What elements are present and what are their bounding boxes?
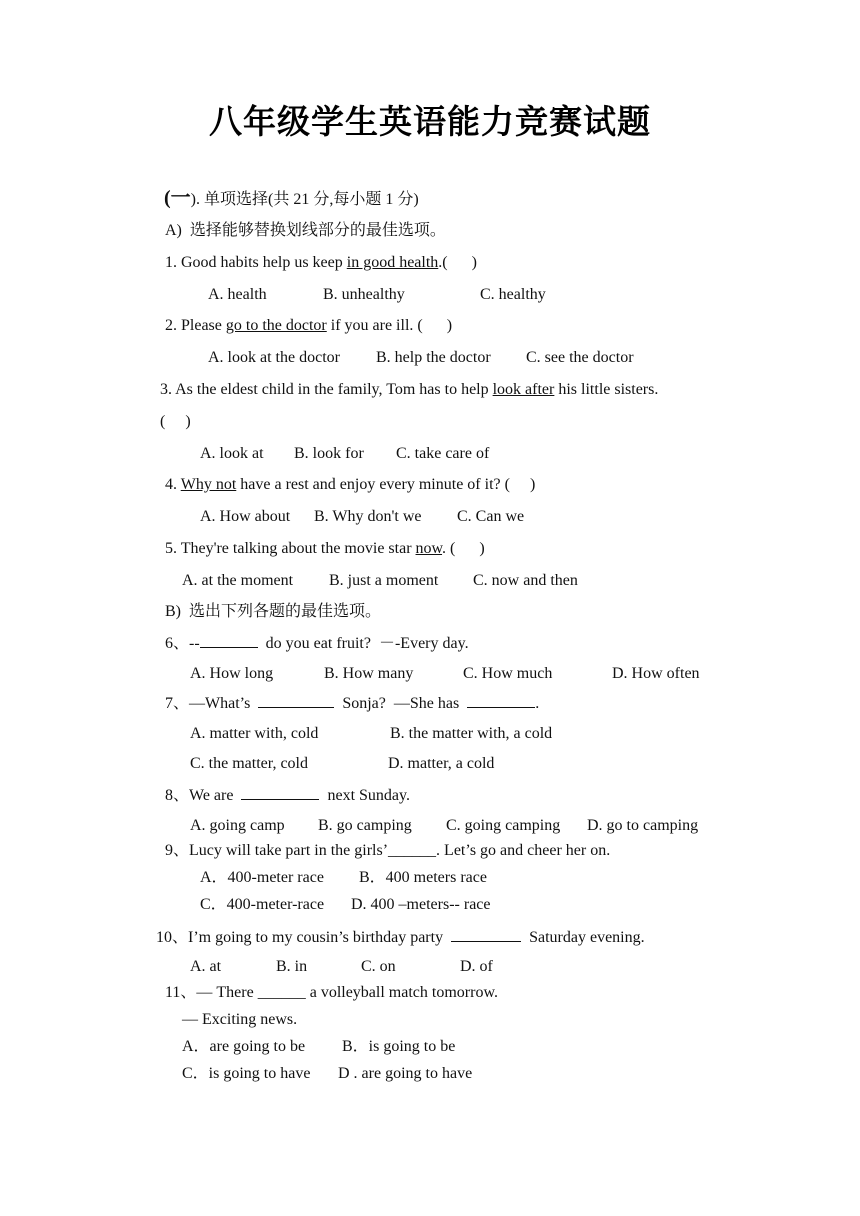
option-b: B．400 meters race	[359, 869, 487, 886]
question-text: have a rest and enjoy every minute of it? ( )	[236, 476, 536, 493]
section-heading-text: ). 单项选择(共 21 分,每小题 1 分)	[190, 191, 419, 208]
option-c: C．400-meter-race	[200, 896, 325, 913]
option-a: A. How long	[190, 665, 274, 682]
option-b: B. How many	[324, 665, 414, 682]
option-a: A. at	[190, 958, 222, 975]
question-text: 2. Please	[165, 317, 226, 334]
question-4	[165, 475, 535, 495]
option-b: B. look for	[294, 445, 364, 462]
option-a: A．400-meter race	[200, 869, 324, 886]
question-text-end: Saturday evening.	[521, 929, 645, 946]
option-a: A．are going to be	[182, 1038, 306, 1055]
option-a: A. How about	[200, 508, 291, 525]
option-b: B．is going to be	[342, 1038, 456, 1055]
option-a: A. matter with, cold	[190, 725, 319, 742]
answer-parens: . ( )	[442, 540, 485, 557]
question-7	[165, 693, 539, 714]
option-c: C. the matter, cold	[190, 755, 308, 772]
answer-parens: if you are ill. ( )	[326, 317, 453, 334]
option-c: C. on	[361, 958, 396, 975]
part-a-instruction: A) 选择能够替换划线部分的最佳选项。	[165, 222, 446, 239]
underlined-phrase: go to the doctor	[225, 317, 327, 334]
question-text-end: next Sunday.	[319, 787, 410, 804]
question-10	[156, 927, 645, 948]
option-c: C. take care of	[396, 445, 490, 462]
option-a: A. health	[208, 286, 267, 303]
question-text: do you eat fruit? －-Every day.	[257, 635, 469, 652]
section-number: (一	[164, 187, 191, 209]
question-2	[165, 316, 452, 336]
option-b: B. go camping	[318, 817, 412, 834]
question-text: 10、I’m going to my cousin’s birthday party	[156, 929, 452, 946]
underlined-phrase: Why not	[180, 476, 237, 493]
underlined-phrase: look after	[492, 381, 555, 398]
answer-parens: .( )	[438, 254, 477, 271]
answer-blank	[258, 693, 334, 708]
question-number: 4.	[165, 476, 181, 493]
question-text: 3. As the eldest child in the family, Tom has to help	[160, 381, 493, 398]
answer-blank	[467, 693, 535, 708]
question-11-reply: — Exciting news.	[182, 1011, 298, 1028]
option-d: D. 400 –meters-- race	[351, 896, 491, 913]
section-heading	[164, 188, 419, 210]
question-5	[165, 539, 485, 559]
option-d: D. of	[460, 958, 493, 975]
question-text-end: his little sisters.	[554, 381, 659, 398]
option-c: C. now and then	[473, 572, 578, 589]
option-c: C．is going to have	[182, 1065, 311, 1082]
option-a: A. look at the doctor	[208, 349, 340, 366]
question-number: 6、--	[165, 635, 200, 652]
question-1	[165, 253, 477, 273]
option-a: A. going camp	[190, 817, 285, 834]
answer-blank	[241, 785, 319, 800]
question-text-mid: Sonja? —She has	[334, 695, 468, 712]
question-text: 5. They're talking about the movie star	[165, 540, 416, 557]
part-b-instruction: B) 选出下列各题的最佳选项。	[165, 603, 382, 620]
underlined-phrase: now	[415, 540, 443, 557]
option-a: A. look at	[200, 445, 264, 462]
option-d: D. How often	[612, 665, 700, 682]
page-title: 八年级学生英语能力竞赛试题	[209, 102, 651, 141]
question-3	[160, 380, 658, 400]
option-a: A. at the moment	[182, 572, 294, 589]
option-b: B. Why don't we	[314, 508, 422, 525]
answer-blank	[451, 927, 521, 942]
option-c: C. see the doctor	[526, 349, 634, 366]
option-b: B. help the doctor	[376, 349, 491, 366]
question-11: 11、— There ______ a volleyball match tomorrow.	[165, 984, 498, 1001]
question-9: 9、Lucy will take part in the girls’______. Let’s go and cheer her on.	[165, 842, 611, 859]
option-b: B. unhealthy	[323, 286, 405, 303]
option-d: D . are going to have	[338, 1065, 473, 1082]
option-b: B. just a moment	[329, 572, 439, 589]
option-d: D. matter, a cold	[388, 755, 495, 772]
question-text: 8、We are	[165, 787, 242, 804]
option-d: D. go to camping	[587, 817, 699, 834]
option-c: C. Can we	[457, 508, 525, 525]
answer-parens: ( )	[160, 413, 191, 430]
option-b: B. in	[276, 958, 308, 975]
option-c: C. How much	[463, 665, 553, 682]
answer-blank	[200, 633, 258, 648]
question-8	[165, 785, 410, 806]
question-6	[165, 633, 469, 654]
option-b: B. the matter with, a cold	[390, 725, 553, 742]
option-c: C. going camping	[446, 817, 561, 834]
question-text-end: .	[535, 695, 540, 712]
option-c: C. healthy	[480, 286, 546, 303]
question-text: 7、—What’s	[165, 695, 259, 712]
underlined-phrase: in good health	[346, 254, 439, 271]
question-text: 1. Good habits help us keep	[165, 254, 347, 271]
